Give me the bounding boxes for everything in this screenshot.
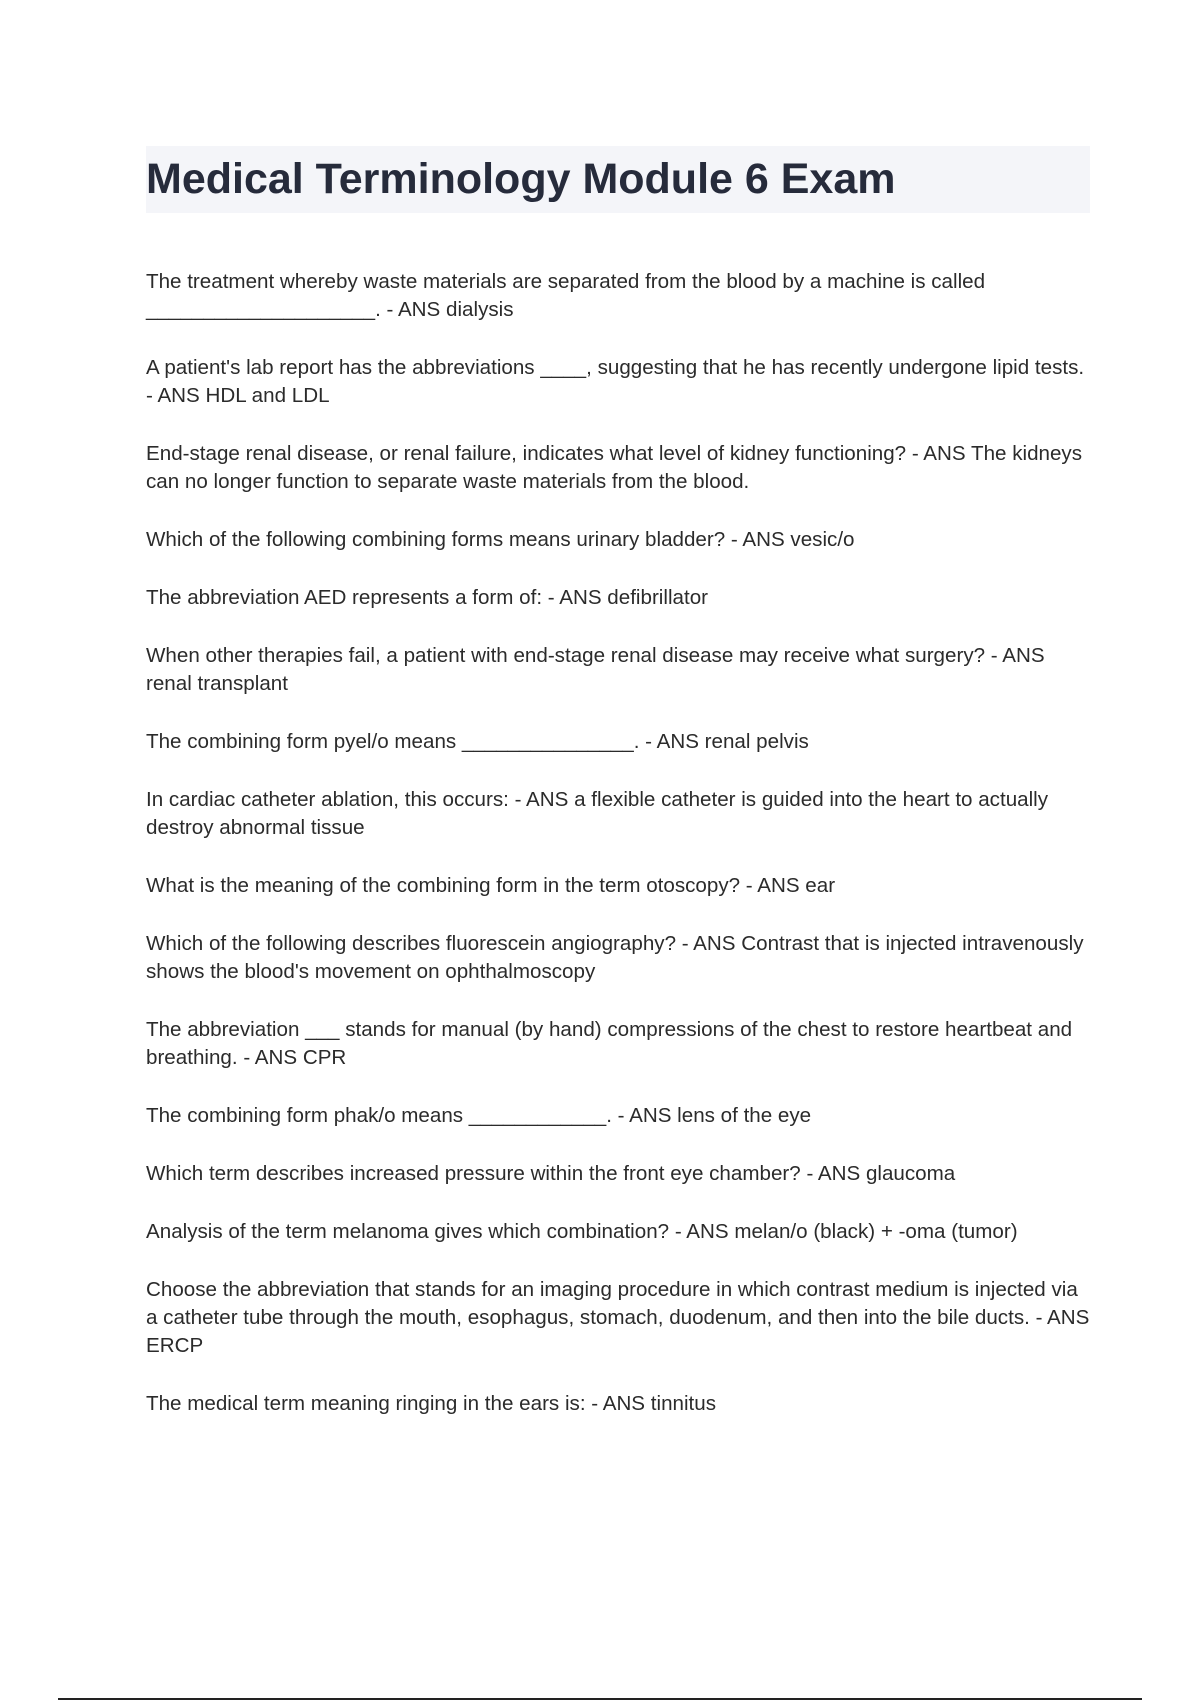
qa-item: When other therapies fail, a patient with end-stage renal disease may receive what surgery? - ANS renal transplant — [146, 644, 1045, 695]
qa-item: The abbreviation AED represents a form of: - ANS defibrillator — [146, 586, 709, 609]
qa-item: The treatment whereby waste materials are separated from the blood by a machine is called ____________________. - ANS dialysis — [146, 270, 986, 321]
qa-item: The combining form pyel/o means _______________. - ANS renal pelvis — [146, 730, 809, 753]
qa-item: In cardiac catheter ablation, this occurs: - ANS a flexible catheter is guided into the heart to actually destroy abnormal tissue — [146, 788, 1049, 839]
qa-item: A patient's lab report has the abbreviations ____, suggesting that he has recently undergone lipid tests. - ANS HDL and LDL — [146, 356, 1085, 407]
title-band — [146, 146, 1090, 213]
qa-list — [146, 268, 1090, 1448]
qa-item: The combining form phak/o means ____________. - ANS lens of the eye — [146, 1104, 812, 1127]
qa-item: Choose the abbreviation that stands for an imaging procedure in which contrast medium is injected via a catheter tube through the mouth, esophagus, stomach, duodenum, and then into the bile ducts. - ANS ERCP — [146, 1278, 1090, 1357]
qa-item: Which of the following combining forms means urinary bladder? - ANS vesic/o — [146, 528, 855, 551]
qa-item: The abbreviation ___ stands for manual (by hand) compressions of the chest to restore heartbeat and breathing. - ANS CPR — [146, 1018, 1073, 1069]
qa-item: Analysis of the term melanoma gives which combination? - ANS melan/o (black) + -oma (tumor) — [146, 1220, 1018, 1243]
qa-item: End-stage renal disease, or renal failure, indicates what level of kidney functioning? - ANS The kidneys can no longer function to separate waste materials from the blood. — [146, 442, 1083, 493]
page-title: Medical Terminology Module 6 Exam — [146, 155, 896, 203]
qa-item: Which of the following describes fluorescein angiography? - ANS Contrast that is injected intravenously shows the blood's movement on ophthalmoscopy — [146, 932, 1084, 983]
qa-item: Which term describes increased pressure within the front eye chamber? - ANS glaucoma — [146, 1162, 956, 1185]
qa-item: What is the meaning of the combining form in the term otoscopy? - ANS ear — [146, 874, 836, 897]
qa-item: The medical term meaning ringing in the ears is: - ANS tinnitus — [146, 1392, 717, 1415]
